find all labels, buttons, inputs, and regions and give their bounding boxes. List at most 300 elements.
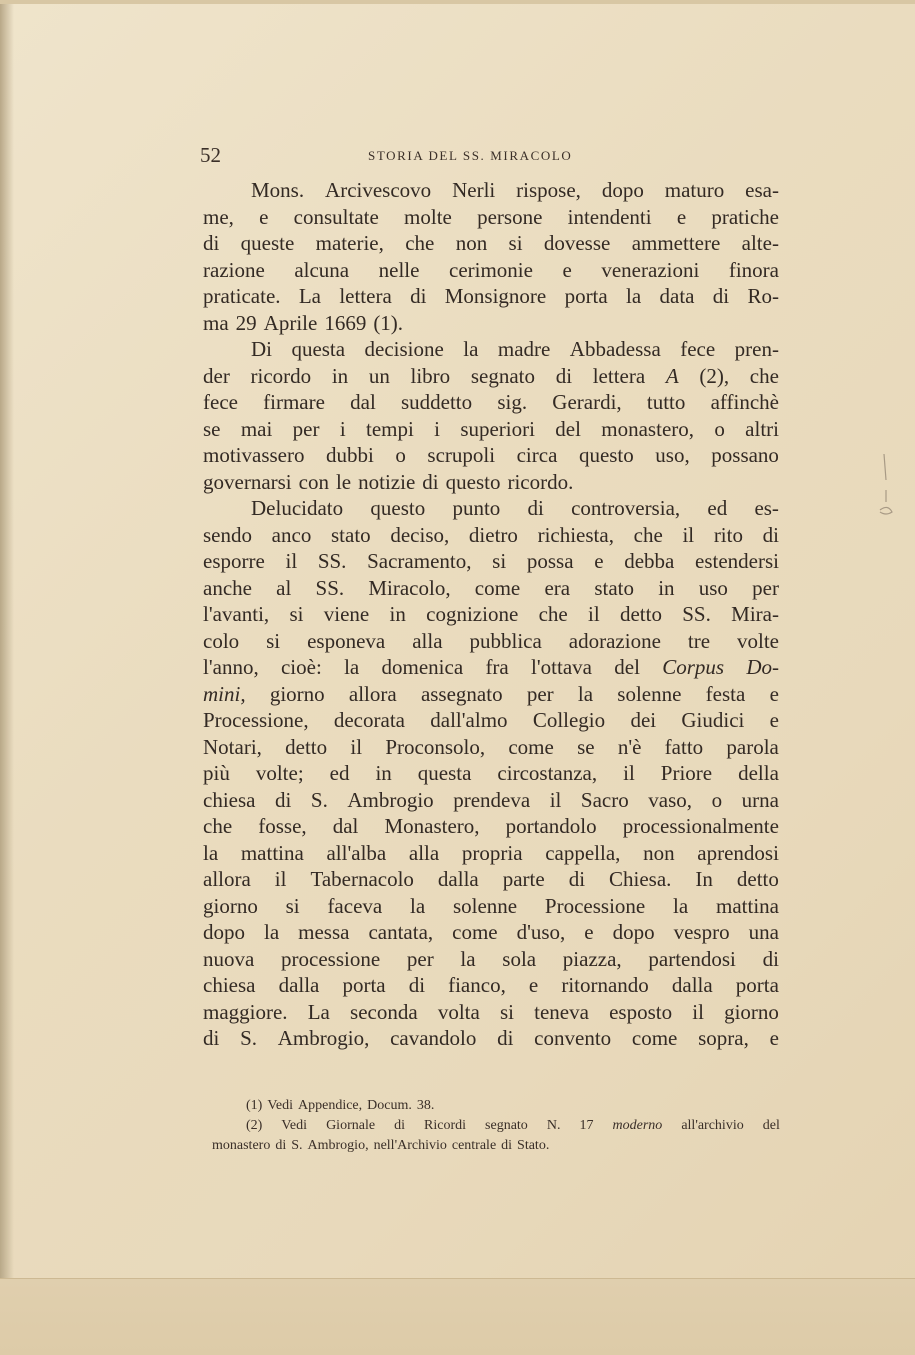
word: o xyxy=(714,416,725,441)
word: uso xyxy=(698,575,728,600)
word: era xyxy=(544,575,571,600)
word: 17 xyxy=(579,1118,594,1133)
page-number: 52 xyxy=(200,143,221,167)
word: motivassero xyxy=(203,443,305,467)
word: dalla xyxy=(437,867,479,891)
word: Processione xyxy=(544,893,646,918)
word: persone xyxy=(477,204,543,229)
word: Ricordi xyxy=(424,1118,466,1133)
word: data xyxy=(659,284,695,308)
word: Corpus xyxy=(662,655,725,679)
word: Monastero, xyxy=(384,814,480,838)
word: rispose, xyxy=(516,178,581,202)
word: dalla xyxy=(278,973,320,997)
word: superiori xyxy=(460,416,535,441)
word: cerimonie xyxy=(449,257,533,282)
word: La xyxy=(307,999,330,1024)
word: del xyxy=(614,655,640,679)
word: il xyxy=(682,522,695,547)
text-line xyxy=(203,469,779,496)
text-line xyxy=(203,654,779,681)
word: sola xyxy=(502,946,537,971)
word: viene xyxy=(323,602,370,626)
word: questo xyxy=(370,496,426,520)
word: tempi xyxy=(365,416,414,441)
word: mai xyxy=(240,416,273,441)
word: (1) xyxy=(246,1098,263,1113)
word: il xyxy=(588,602,600,626)
word: e xyxy=(769,681,779,706)
word: in xyxy=(331,363,349,388)
word: fianco, xyxy=(448,973,506,997)
word: partendosi xyxy=(648,946,736,971)
word: messa xyxy=(298,920,350,944)
word: la xyxy=(460,946,476,971)
text-line xyxy=(203,177,779,204)
word: sendo xyxy=(203,522,252,547)
word: come xyxy=(452,920,498,944)
word: per xyxy=(292,416,320,441)
word: Priore xyxy=(660,761,713,785)
word: controversia, xyxy=(571,496,681,520)
word: sig. xyxy=(497,390,528,414)
word: i xyxy=(434,416,440,441)
word: il xyxy=(549,787,562,812)
word: nelle xyxy=(378,257,420,282)
word: seconda xyxy=(350,999,418,1024)
text-line xyxy=(203,310,779,337)
word: estendersi xyxy=(695,549,779,573)
word: una xyxy=(748,920,779,944)
word: e xyxy=(594,549,604,573)
word: convento xyxy=(534,1026,612,1050)
word: esa- xyxy=(745,178,779,202)
word: Vedi xyxy=(267,1098,293,1113)
word: vespro xyxy=(673,920,730,944)
word: mini, xyxy=(203,681,246,706)
word: pren- xyxy=(734,337,779,361)
word: maturo xyxy=(664,178,725,202)
word: all'archivio xyxy=(681,1118,744,1133)
text-line xyxy=(203,257,779,284)
word: fece xyxy=(203,390,238,414)
word: di xyxy=(762,946,779,971)
word: volte; xyxy=(255,761,304,785)
word: uso, xyxy=(655,443,690,467)
word: l'anno, xyxy=(203,655,259,679)
word: la xyxy=(410,893,426,918)
word: domenica xyxy=(381,655,464,679)
word: me, xyxy=(203,204,234,229)
word: SS. xyxy=(317,549,347,573)
word: Delucidato xyxy=(251,496,344,520)
word: se xyxy=(577,734,595,759)
word: queste xyxy=(240,231,295,255)
word: 1669 xyxy=(324,310,367,335)
word: fece xyxy=(680,337,716,361)
word: solenne xyxy=(617,681,682,706)
word: pubblica xyxy=(469,628,542,653)
word: che xyxy=(749,363,779,388)
word: suddetto xyxy=(400,390,473,414)
word: come xyxy=(474,575,521,600)
footnote-line xyxy=(212,1116,780,1136)
word: adorazione xyxy=(568,628,661,653)
word: questa xyxy=(291,337,346,361)
text-line xyxy=(203,1025,779,1052)
word: di xyxy=(422,469,439,494)
word: mattina xyxy=(716,893,779,918)
word: 38. xyxy=(416,1098,435,1113)
word: fra xyxy=(485,655,509,679)
word: esponeva xyxy=(307,628,386,653)
text-line xyxy=(203,495,779,522)
word: allora xyxy=(203,867,251,891)
word: A xyxy=(665,363,679,388)
word: Aprile xyxy=(263,310,318,335)
word: piazza, xyxy=(562,946,622,971)
word: dal xyxy=(350,390,376,414)
word: Nerli xyxy=(452,178,496,202)
word: il xyxy=(623,761,635,785)
word: questa xyxy=(417,761,472,785)
word: tre xyxy=(687,628,711,653)
word: lettera xyxy=(592,363,646,388)
text-line xyxy=(203,707,779,734)
word: centrale xyxy=(451,1138,497,1153)
text-line xyxy=(203,813,779,840)
word: che xyxy=(538,602,568,626)
word: Sacramento, xyxy=(367,549,472,573)
word: Tabernacolo xyxy=(310,867,414,891)
word: faceva xyxy=(327,893,383,918)
word: e xyxy=(769,1026,779,1050)
word: ed xyxy=(329,761,350,785)
running-head xyxy=(200,143,780,173)
word: dalla xyxy=(671,973,713,997)
word: come xyxy=(631,1026,678,1050)
text-line xyxy=(203,866,779,893)
word: dei xyxy=(630,708,657,732)
word: di xyxy=(501,1138,513,1153)
word: alcuna xyxy=(294,257,350,282)
word: per xyxy=(406,946,434,971)
word: dal xyxy=(332,814,359,838)
word: per xyxy=(526,681,554,706)
text-line xyxy=(203,336,779,363)
word: esporre xyxy=(203,549,265,573)
word: dall'almo xyxy=(430,708,508,732)
word: si xyxy=(492,549,507,573)
word: dopo xyxy=(203,920,245,944)
word: giorno xyxy=(724,999,779,1024)
word: circostanza, xyxy=(497,761,598,785)
word: l'avanti, xyxy=(203,602,270,626)
word: La xyxy=(298,284,321,308)
word: dopo xyxy=(601,178,644,202)
word: questo xyxy=(445,469,501,494)
word: di xyxy=(410,284,427,308)
text-line xyxy=(203,230,779,257)
word: non xyxy=(643,840,675,865)
word: madre xyxy=(497,337,551,361)
word: Di xyxy=(251,337,272,361)
word: porta xyxy=(735,973,779,997)
word: teneva xyxy=(534,999,589,1024)
word: del xyxy=(762,1118,780,1133)
word: deciso, xyxy=(390,522,450,547)
word: consultate xyxy=(293,204,379,229)
word: detto xyxy=(285,734,328,759)
word: un xyxy=(368,363,390,388)
word: la xyxy=(577,681,594,706)
word: materie, xyxy=(315,231,384,255)
word: l'ottava xyxy=(531,655,592,679)
word: che xyxy=(633,522,663,547)
word: di xyxy=(555,363,573,388)
word: S. xyxy=(240,1026,258,1050)
word: Docum. xyxy=(367,1098,412,1113)
word: questo xyxy=(578,443,634,467)
word: volte xyxy=(737,628,779,653)
word: venerazioni xyxy=(601,257,700,282)
text-line xyxy=(203,548,779,575)
word: S. xyxy=(291,1138,303,1153)
word: processionalmente xyxy=(622,814,779,838)
word: Abbadessa xyxy=(569,337,661,361)
word: sopra, xyxy=(698,1026,749,1050)
word: di xyxy=(275,1138,287,1153)
word: e xyxy=(562,257,572,282)
word: la xyxy=(203,840,219,865)
word: anco xyxy=(271,522,312,547)
word: lettera xyxy=(339,284,392,308)
word: del xyxy=(555,416,581,441)
word: (2) xyxy=(246,1118,263,1133)
word: libro xyxy=(410,363,451,388)
word: il xyxy=(285,549,298,573)
word: di xyxy=(762,522,779,547)
word: Collegio xyxy=(532,708,606,732)
word: allora xyxy=(348,681,397,706)
footnotes xyxy=(212,1096,780,1156)
word: Monsignore xyxy=(444,284,547,308)
word: o xyxy=(395,443,406,467)
word: ed xyxy=(707,496,728,520)
word: le xyxy=(335,469,352,494)
word: monastero, xyxy=(601,416,695,441)
word: (1). xyxy=(373,310,404,335)
word: cavandolo xyxy=(390,1026,477,1050)
word: Ambrogio, xyxy=(277,1026,370,1050)
word: S. xyxy=(310,787,328,812)
word: razione xyxy=(203,257,265,282)
word: giorno xyxy=(269,681,325,706)
word: di xyxy=(497,1026,514,1050)
word: cantata, xyxy=(368,920,434,944)
word: monastero xyxy=(212,1138,271,1153)
word: o xyxy=(711,787,723,812)
word: Ambrogio xyxy=(347,787,434,812)
word: pratiche xyxy=(711,204,779,229)
word: chiesa xyxy=(203,973,256,997)
word: fatto xyxy=(664,734,704,759)
word: si xyxy=(285,893,300,918)
text-line xyxy=(203,442,779,469)
word: anche xyxy=(203,575,252,600)
word: 29 xyxy=(235,310,257,335)
word: segnato xyxy=(485,1118,528,1133)
word: assegnato xyxy=(420,681,503,706)
text-line xyxy=(203,283,779,310)
word: di xyxy=(394,1118,405,1133)
word: alte- xyxy=(741,231,779,255)
word: ricordo xyxy=(250,363,312,388)
word: dubbi xyxy=(326,443,374,467)
word: vaso, xyxy=(648,787,693,812)
word: Proconsolo, xyxy=(385,734,486,759)
word: nell'Archivio xyxy=(373,1138,447,1153)
word: praticate. xyxy=(203,284,281,308)
footnote-line xyxy=(212,1096,780,1116)
word: che xyxy=(203,814,233,838)
word: scrupoli xyxy=(427,443,496,467)
word: governarsi xyxy=(203,469,292,494)
word: prendeva xyxy=(453,787,531,812)
word: e xyxy=(769,708,779,732)
word: richiesta, xyxy=(537,522,614,547)
word: portandolo xyxy=(505,814,597,838)
word: rito xyxy=(713,522,743,547)
text-line xyxy=(203,734,779,761)
word: della xyxy=(738,761,779,785)
text-line xyxy=(203,628,779,655)
word: di xyxy=(712,284,730,308)
word: il xyxy=(350,734,363,759)
word: in xyxy=(389,602,406,626)
word: più xyxy=(203,761,230,785)
word: Giornale xyxy=(326,1118,376,1133)
word: affinchè xyxy=(710,390,779,414)
word: si xyxy=(499,999,514,1024)
bottom-fold xyxy=(0,1278,915,1355)
text-line xyxy=(203,601,779,628)
word: in xyxy=(375,761,392,785)
word: In xyxy=(695,867,713,891)
word: urna xyxy=(741,787,779,812)
text-line xyxy=(203,363,779,390)
word: Mons. xyxy=(251,178,305,202)
word: der xyxy=(203,363,230,388)
text-line xyxy=(203,522,779,549)
word: festa xyxy=(705,681,746,706)
word: porta xyxy=(342,973,386,997)
word: SS. xyxy=(682,602,711,626)
word: ammettere xyxy=(631,231,721,255)
footnote-line xyxy=(212,1136,780,1156)
word: punto xyxy=(452,496,501,520)
word: che xyxy=(405,231,435,255)
word: Vedi xyxy=(281,1118,308,1133)
word: di xyxy=(527,496,544,520)
word: Do- xyxy=(746,655,779,679)
word: decorata xyxy=(333,708,405,732)
text-line xyxy=(203,204,779,231)
word: Notari, xyxy=(203,734,262,759)
pencil-mark-icon xyxy=(876,450,906,530)
word: Miracolo, xyxy=(368,575,451,600)
word: la xyxy=(463,337,479,361)
word: dovesse xyxy=(543,231,611,255)
text-line xyxy=(203,389,779,416)
word: la xyxy=(673,893,689,918)
word: N. xyxy=(546,1118,561,1133)
word: SS. xyxy=(315,575,345,600)
word: come xyxy=(508,734,554,759)
text-line xyxy=(203,946,779,973)
word: nuova xyxy=(203,946,255,971)
word: Mira- xyxy=(731,602,779,626)
word: chiesa xyxy=(203,787,256,812)
word: Sacro xyxy=(580,787,629,812)
word: decisione xyxy=(364,337,444,361)
word: esposto xyxy=(609,999,673,1024)
word: notizie xyxy=(358,469,416,494)
word: i xyxy=(339,416,346,441)
word: la xyxy=(626,284,642,308)
word: intendenti xyxy=(567,204,652,229)
word: la xyxy=(344,655,360,679)
word: volta xyxy=(437,999,480,1024)
word: maggiore. xyxy=(203,999,288,1024)
word: colo xyxy=(203,628,240,653)
word: stato xyxy=(594,575,634,600)
word: ma xyxy=(203,310,229,335)
word: processione xyxy=(281,946,381,971)
text-line xyxy=(203,893,779,920)
word: se xyxy=(203,416,221,441)
text-line xyxy=(203,999,779,1026)
word: cioè: xyxy=(280,655,322,679)
text-line xyxy=(203,681,779,708)
word: ricordo. xyxy=(507,469,574,494)
word: segnato xyxy=(470,363,536,388)
word: dietro xyxy=(468,522,518,547)
word: la xyxy=(263,920,280,944)
word: stato xyxy=(331,522,371,547)
word: parola xyxy=(726,734,779,759)
word: mattina xyxy=(240,840,304,865)
word: propria xyxy=(461,840,523,865)
word: Processione, xyxy=(203,708,309,732)
word: si xyxy=(266,628,281,653)
word: (2), xyxy=(699,363,730,388)
word: e xyxy=(676,204,687,229)
word: si xyxy=(289,602,304,626)
text-line xyxy=(203,416,779,443)
word: possano xyxy=(711,443,779,467)
text-line xyxy=(203,787,779,814)
word: all'alba xyxy=(326,840,387,865)
word: per xyxy=(752,575,779,600)
word: alla xyxy=(412,628,443,653)
word: tutto xyxy=(646,390,686,414)
word: aprendosi xyxy=(697,840,779,865)
word: solenne xyxy=(452,893,518,918)
word: giorno xyxy=(203,893,258,918)
word: porta xyxy=(564,284,608,308)
word: di xyxy=(203,231,220,255)
